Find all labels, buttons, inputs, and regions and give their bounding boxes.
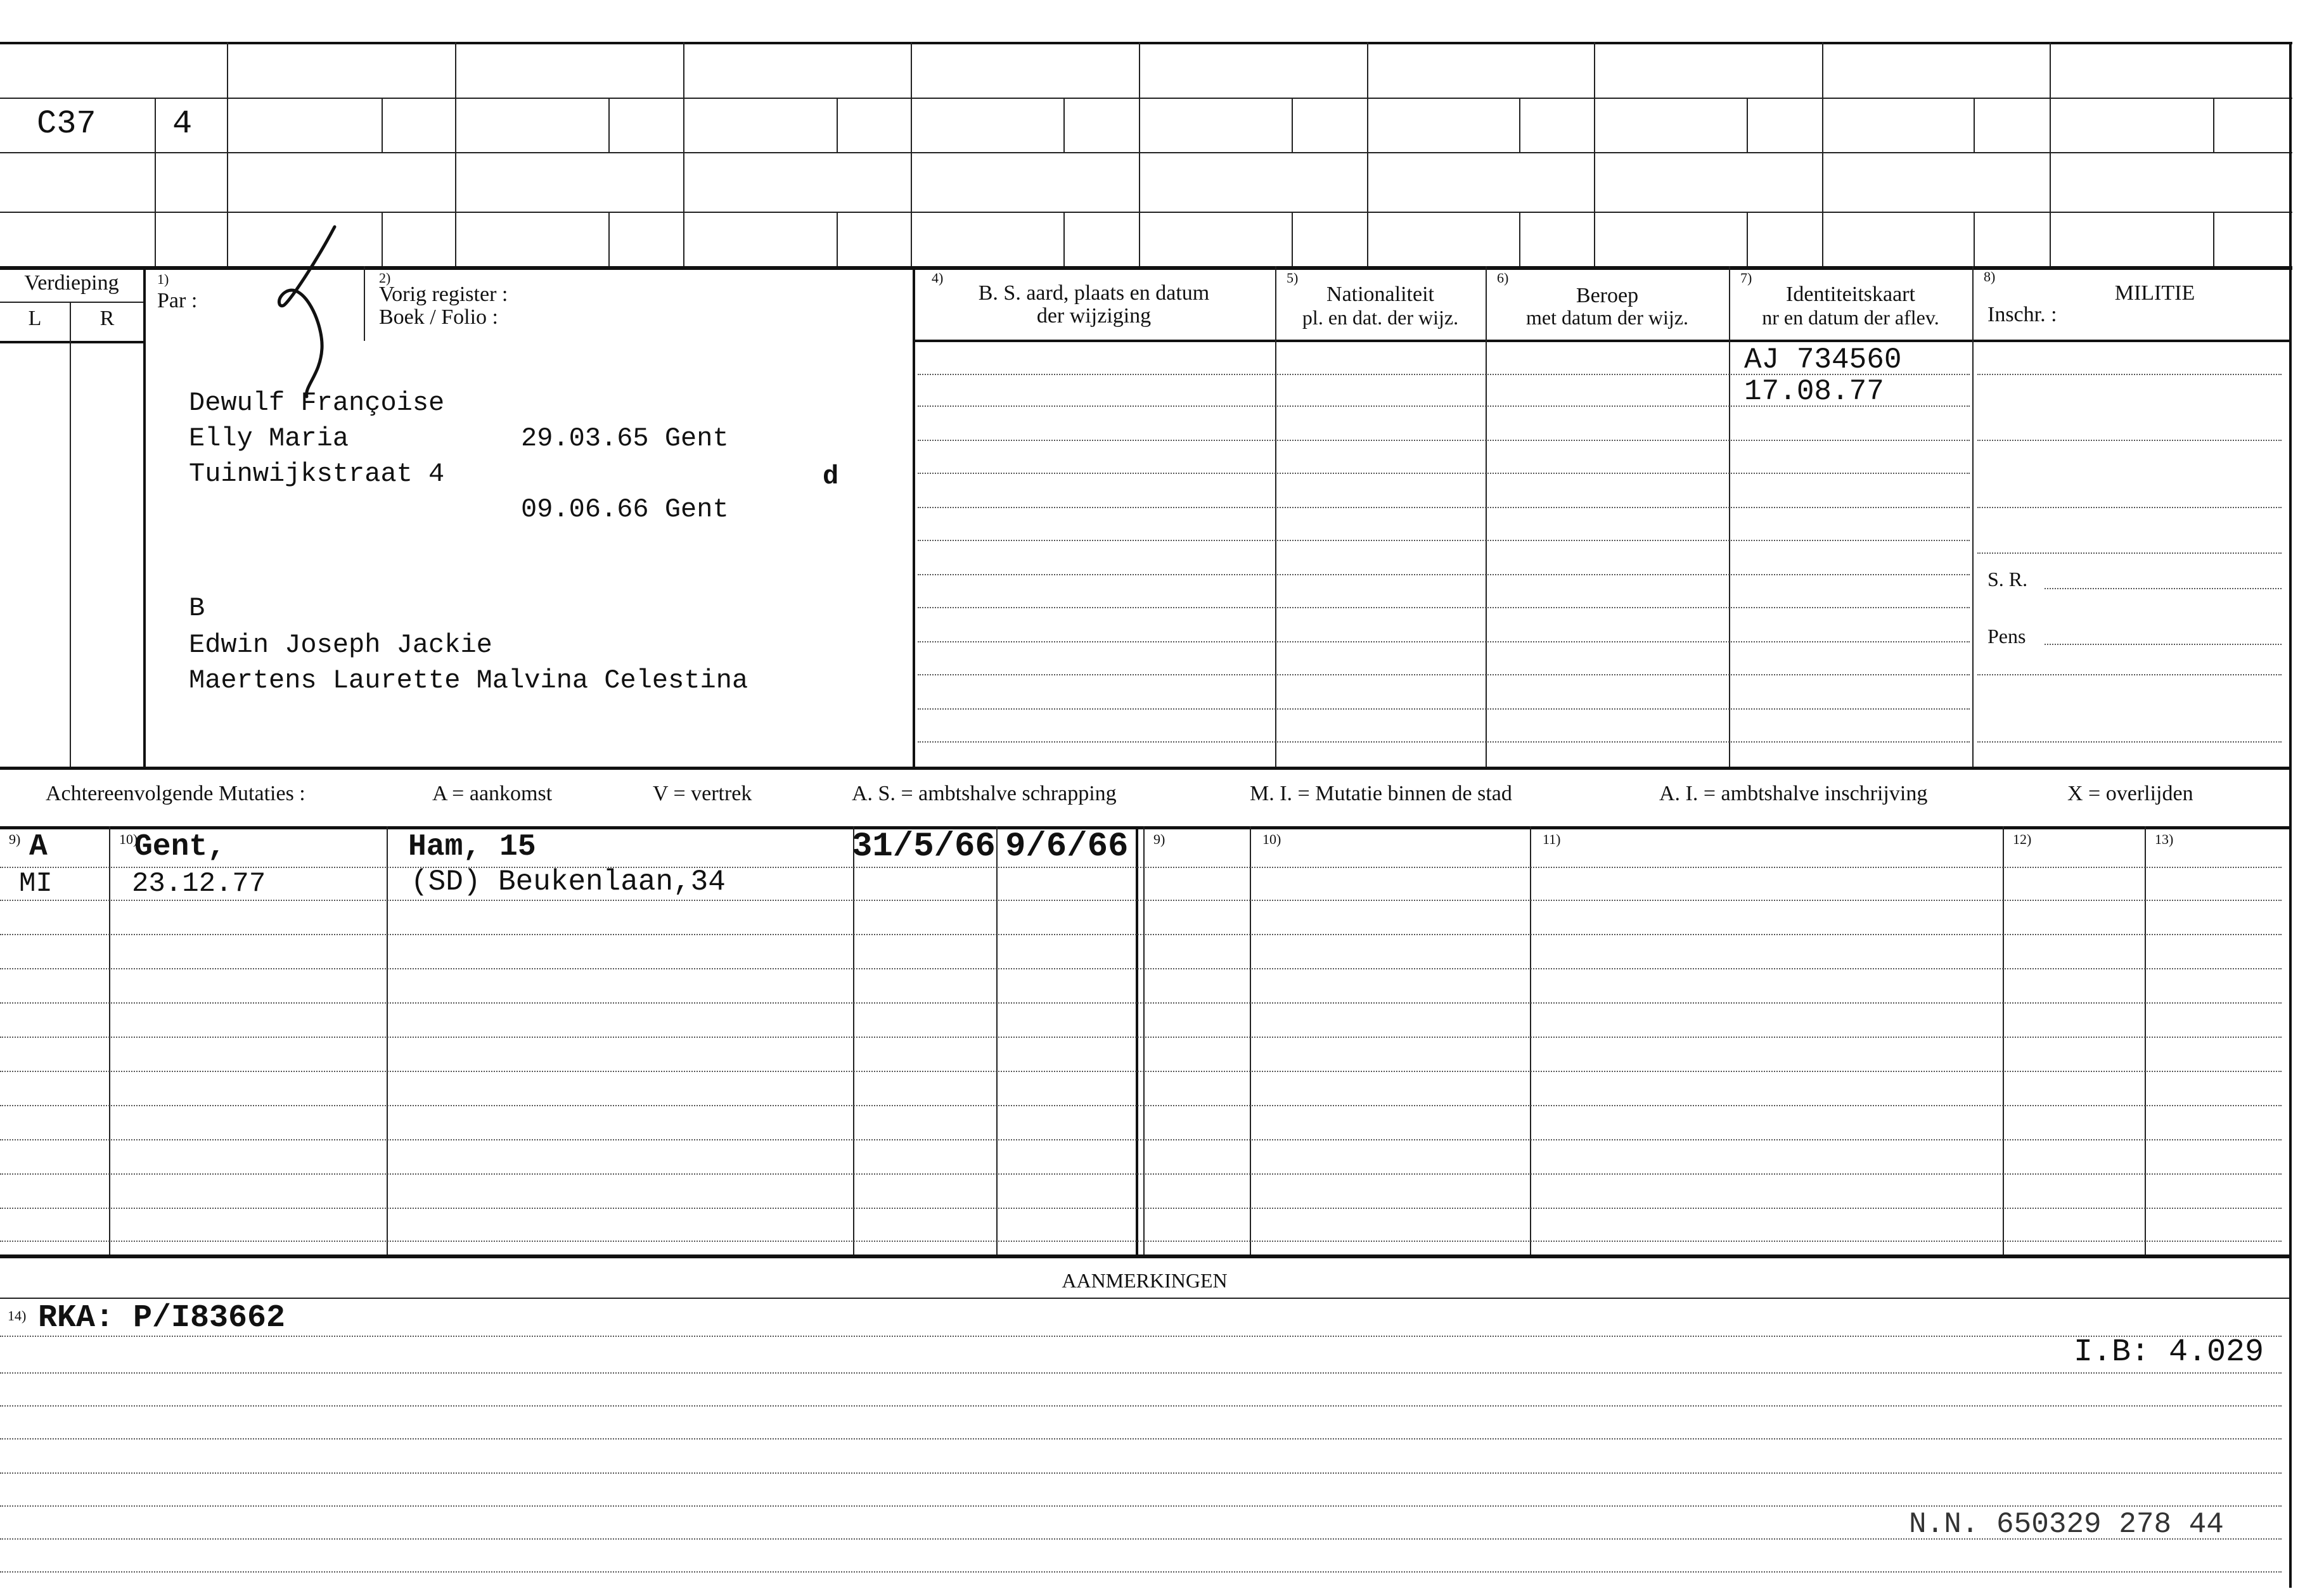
rule <box>2045 588 2282 589</box>
rule <box>0 1037 2282 1038</box>
col9-num: 9) <box>9 831 21 847</box>
legend-mi: M. I. = Mutatie binnen de stad <box>1250 782 1512 805</box>
rule <box>1530 826 1531 1254</box>
mark-d: d <box>823 461 839 492</box>
col9b-num: 9) <box>1153 831 1165 847</box>
rule <box>1977 440 2282 441</box>
rule <box>1367 42 1368 266</box>
c8-num: 8) <box>1984 269 1996 284</box>
vorig-label: Vorig register : <box>379 283 508 306</box>
rule <box>0 826 2289 829</box>
rule <box>1977 674 2282 675</box>
rule <box>1747 212 1748 266</box>
par-num: 1) <box>157 271 169 287</box>
rule <box>387 826 388 1254</box>
rule <box>837 212 838 266</box>
rule <box>155 98 156 266</box>
person-line6: Edwin Joseph Jackie <box>189 630 492 660</box>
row1-street: Ham, 15 <box>408 830 536 864</box>
rule <box>0 900 2282 901</box>
c5-num: 5) <box>1287 270 1299 286</box>
rule <box>382 212 383 266</box>
remarks-ib: I.B: 4.029 <box>2074 1334 2264 1370</box>
rule <box>837 98 838 152</box>
rule <box>918 708 1970 710</box>
rule <box>1275 266 1276 767</box>
rule <box>0 98 2292 99</box>
rule <box>2003 826 2004 1254</box>
col13-num: 13) <box>2155 831 2174 847</box>
number-label: 4 <box>172 105 193 143</box>
militie-inschr: Inschr. : <box>1987 303 2057 326</box>
c7-num: 7) <box>1740 270 1752 286</box>
legend-v: V = vertrek <box>653 782 752 805</box>
row1-date1: 31/5/66 <box>852 827 996 866</box>
rule <box>0 1505 2282 1507</box>
col10b-num: 10) <box>1262 831 1281 847</box>
rule <box>918 741 1970 743</box>
rule <box>1974 98 1975 152</box>
rule <box>2145 826 2146 1254</box>
rule <box>0 1254 2289 1258</box>
rule <box>0 767 2289 770</box>
rule <box>0 1405 2282 1407</box>
rule <box>2045 644 2282 645</box>
remarks-nn: N.N. 650329 278 44 <box>1909 1508 2224 1541</box>
c6-line1: Beroep <box>1576 284 1639 307</box>
rule <box>608 212 610 266</box>
col11b-num: 11) <box>1543 831 1561 847</box>
rule <box>996 826 998 1254</box>
row2-type: MI <box>19 868 53 900</box>
c4-line2: der wijziging <box>1036 304 1152 328</box>
rule <box>1977 374 2282 375</box>
rule <box>918 473 1970 474</box>
rule <box>2050 42 2051 266</box>
rule <box>1486 266 1487 767</box>
person-line3: Tuinwijkstraat 4 <box>189 459 445 489</box>
rule <box>918 540 1970 541</box>
rule <box>853 826 854 1254</box>
rule <box>0 1002 2282 1004</box>
row1-type: A <box>29 830 48 864</box>
floor-left: L <box>28 307 42 330</box>
floor-right: R <box>100 307 115 330</box>
id-card-date: 17.08.77 <box>1744 375 1884 408</box>
legend-title: Achtereenvolgende Mutaties : <box>46 782 305 805</box>
rule <box>913 266 915 767</box>
signature-mark <box>254 222 380 399</box>
vorig-num: 2) <box>379 270 391 286</box>
rule <box>0 152 2292 153</box>
rule <box>1729 266 1730 767</box>
rule <box>0 1105 2282 1106</box>
c5-line1: Nationaliteit <box>1326 283 1434 306</box>
row1-date2: 9/6/66 <box>1005 827 1129 866</box>
rule <box>1822 42 1823 266</box>
rule <box>0 1336 2282 1337</box>
rule <box>0 302 144 303</box>
rule <box>0 1071 2282 1072</box>
rule <box>0 867 2282 868</box>
legend-a: A = aankomst <box>432 782 553 805</box>
legend-ai: A. I. = ambtshalve inschrijving <box>1659 782 1928 805</box>
par-label: Par : <box>157 289 198 312</box>
code-label: C37 <box>37 105 96 143</box>
rule <box>1292 98 1293 152</box>
militie-sr: S. R. <box>1987 568 2028 591</box>
rule <box>1143 826 1145 1254</box>
person-line5: B <box>189 593 205 623</box>
rule <box>918 674 1970 675</box>
rule <box>1136 826 1138 1254</box>
id-card-number: AJ 734560 <box>1744 343 1902 376</box>
remarks-num: 14) <box>8 1308 27 1324</box>
rule <box>918 641 1970 642</box>
rule <box>0 1298 2289 1299</box>
col12-num: 12) <box>2013 831 2032 847</box>
person-line7: Maertens Laurette Malvina Celestina <box>189 665 748 696</box>
c4-line1: B. S. aard, plaats en datum <box>978 281 1210 305</box>
rule <box>1519 98 1520 152</box>
rule <box>683 42 684 266</box>
rule <box>0 1571 2282 1573</box>
rule <box>1594 42 1595 266</box>
militie-pens: Pens <box>1987 625 2026 648</box>
rule <box>1139 42 1140 266</box>
rule <box>0 1173 2282 1175</box>
c6-num: 6) <box>1497 270 1509 286</box>
rule <box>0 42 2292 44</box>
rule <box>608 98 610 152</box>
rule <box>70 302 71 767</box>
c7-line1: Identiteitskaart <box>1786 283 1915 306</box>
rule <box>1977 741 2282 743</box>
legend-x: X = overlijden <box>2067 782 2193 805</box>
vorig-sub: Boek / Folio : <box>379 305 498 329</box>
rule <box>918 574 1970 575</box>
rule <box>0 212 2292 213</box>
remarks-title: AANMERKINGEN <box>1062 1269 1228 1292</box>
row2-date: 23.12.77 <box>132 868 266 900</box>
c7-line2: nr en datum der aflev. <box>1762 306 1939 329</box>
rule <box>918 507 1970 508</box>
rule <box>1519 212 1520 266</box>
rule <box>109 826 110 1254</box>
rule <box>913 340 2289 342</box>
militie-title: MILITIE <box>2114 281 2195 305</box>
rule <box>0 1472 2282 1474</box>
floor-label: Verdieping <box>24 271 119 295</box>
arrival-date: 09.06.66 Gent <box>521 494 729 525</box>
row1-city: Gent, <box>134 830 226 864</box>
rule <box>2213 212 2214 266</box>
rule <box>382 98 383 152</box>
legend-as: A. S. = ambtshalve schrapping <box>852 782 1117 805</box>
rule <box>0 1139 2282 1140</box>
rule <box>455 42 456 266</box>
remarks-rka: RKA: P/I83662 <box>38 1300 286 1336</box>
person-line1: Dewulf Françoise <box>189 388 445 418</box>
rule <box>0 341 144 343</box>
person-line2: Elly Maria <box>189 423 349 454</box>
rule <box>143 266 146 767</box>
rule <box>1063 212 1065 266</box>
c5-line2: pl. en dat. der wijz. <box>1302 306 1459 329</box>
rule <box>1977 552 2282 554</box>
birth-date: 29.03.65 Gent <box>521 423 729 454</box>
rule <box>2213 98 2214 152</box>
row2-street: (SD) Beukenlaan,34 <box>411 865 726 898</box>
rule <box>911 42 912 266</box>
rule <box>1972 266 1974 767</box>
rule <box>1977 507 2282 508</box>
rule <box>1974 212 1975 266</box>
col10-num: 10) <box>119 831 138 847</box>
c6-line2: met datum der wijz. <box>1526 306 1688 329</box>
rule <box>1063 98 1065 152</box>
rule <box>0 934 2282 935</box>
rule <box>0 1241 2282 1242</box>
c4-num: 4) <box>932 270 944 286</box>
rule <box>1292 212 1293 266</box>
rule <box>0 1208 2282 1209</box>
rule <box>0 968 2282 969</box>
right-border <box>2289 42 2292 1588</box>
rule <box>0 1372 2282 1374</box>
rule <box>918 607 1970 608</box>
rule <box>0 1438 2282 1440</box>
rule <box>227 42 228 266</box>
rule <box>918 440 1970 441</box>
rule <box>1747 98 1748 152</box>
rule <box>1250 826 1251 1254</box>
